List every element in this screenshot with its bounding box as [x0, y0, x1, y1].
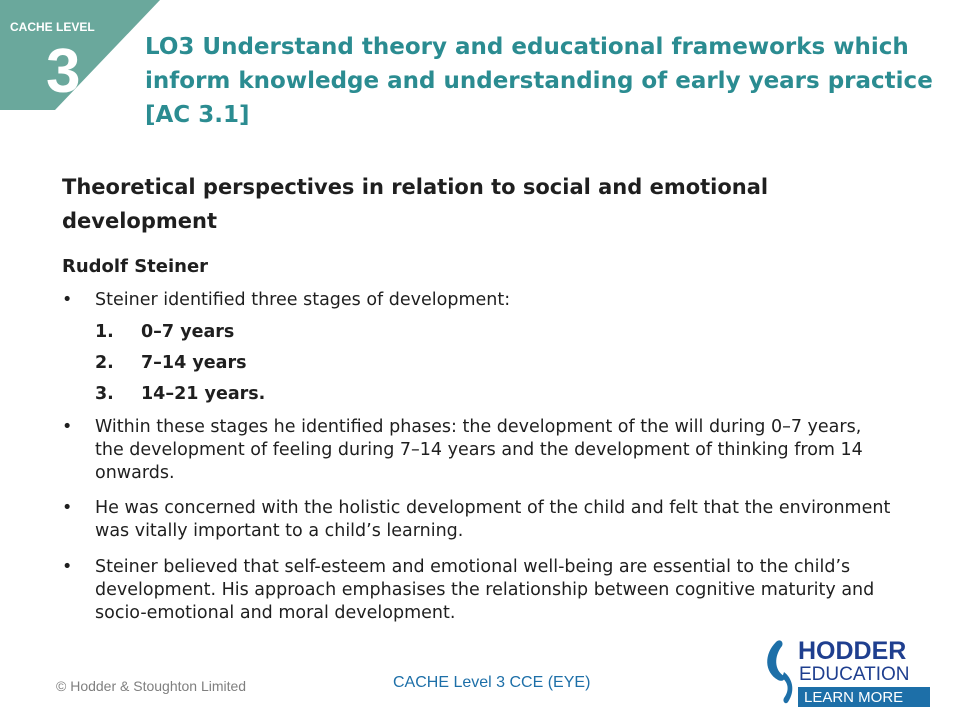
bullet-text: Steiner believed that self-esteem and emotional well-being are essential to the child’s development. His approach emphasises the relationship between cognitive maturity and socio-emotional and moral development. [95, 557, 875, 623]
stage-number: 3. [95, 384, 114, 404]
bullet-text: Within these stages he identified phases: the development of the will during 0–7 years, the development of feeling during 7–14 years and the development of thinking from 14 onwards. [95, 417, 863, 483]
stage-item [95, 382, 265, 406]
course-label: CACHE Level 3 CCE (EYE) [393, 674, 591, 691]
subheading: Rudolf Steiner [62, 256, 209, 277]
stage-number: 1. [95, 322, 114, 342]
bullet-text: He was concerned with the holistic development of the child and felt that the environment was vitally important to a child’s learning. [95, 498, 891, 541]
logo-line1: HODDER [798, 637, 907, 665]
bullet-dot: • [62, 417, 73, 437]
badge-level-number: 3 [46, 37, 81, 106]
stage-text: 0–7 years [141, 322, 235, 342]
copyright-text: © Hodder & Stoughton Limited [56, 678, 247, 694]
logo-line3: LEARN MORE [804, 689, 904, 706]
logo-line2: EDUCATION [799, 664, 910, 685]
bullet-dot: • [62, 290, 73, 310]
stage-text: 14–21 years. [141, 384, 266, 404]
stage-text: 7–14 years [141, 353, 247, 373]
stage-item [95, 351, 247, 375]
stage-number: 2. [95, 353, 114, 373]
section-heading: Theoretical perspectives in relation to social and emotional development [62, 175, 769, 233]
slide-title: LO3 Understand theory and educational frameworks which inform knowledge and understanding of early years practice [AC 3.1] [145, 34, 933, 128]
bullet-dot: • [62, 498, 73, 518]
cache-level-badge [0, 0, 160, 120]
bullet-dot: • [62, 557, 73, 577]
hodder-education-logo [762, 632, 932, 708]
badge-level-text: CACHE LEVEL [10, 20, 95, 34]
bullet-text: Steiner identified three stages of development: [95, 290, 511, 310]
stage-item [95, 320, 234, 344]
